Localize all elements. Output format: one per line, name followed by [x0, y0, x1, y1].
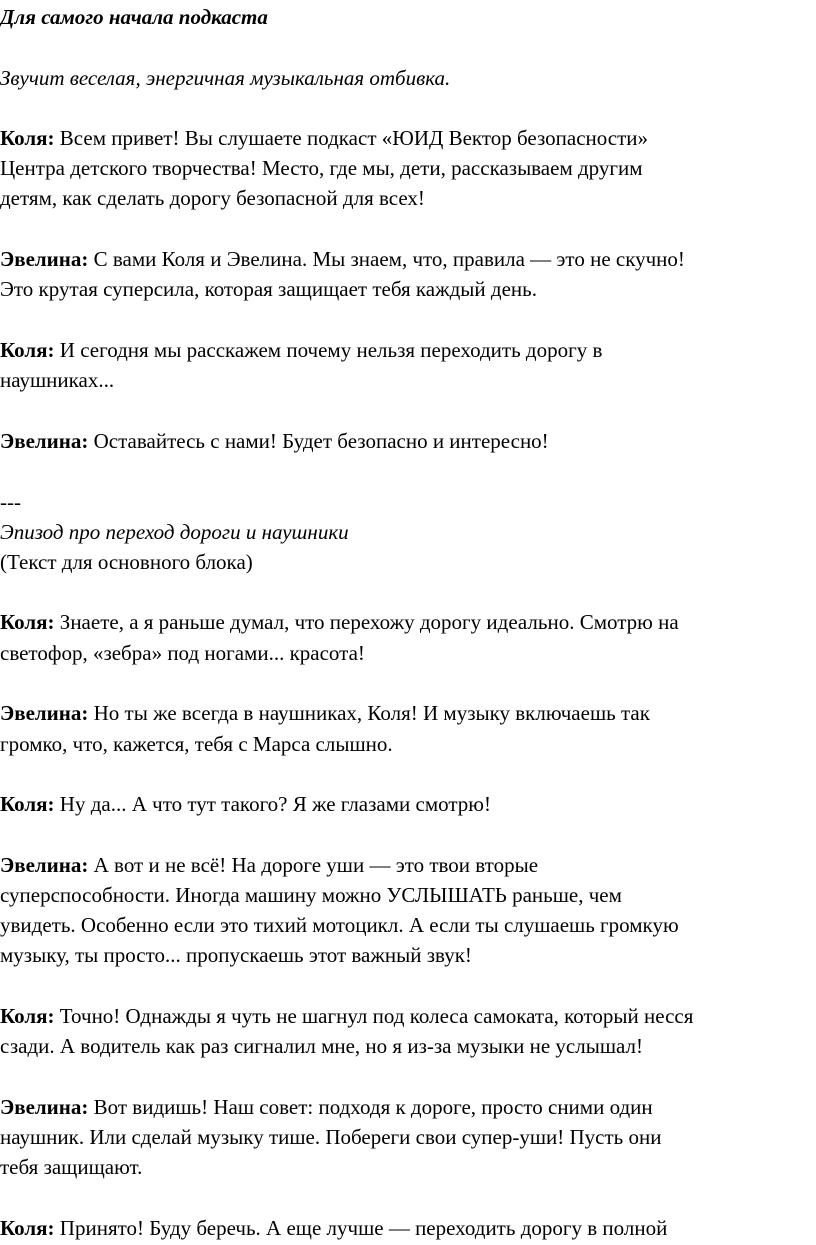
separator: --- — [0, 490, 21, 514]
speaker-name: Эвелина: — [0, 1095, 89, 1119]
dialogue-line — [0, 698, 650, 728]
dialogue-line: наушниках... — [0, 368, 115, 392]
speaker-name: Эвелина: — [0, 429, 89, 453]
dialogue-line — [0, 607, 679, 637]
speaker-name: Коля: — [0, 792, 55, 816]
dialogue-line: Центра детского творчества! Место, где мы, дети, рассказываем другим — [0, 156, 643, 180]
dialogue-line: суперспособности. Иногда машину можно УСЛЫШАТЬ раньше, чем — [0, 883, 622, 907]
dialogue-line: детям, как сделать дорогу безопасной для всех! — [0, 186, 425, 210]
episode-title: Эпизод про переход дороги и наушники — [0, 520, 349, 544]
heading: Для самого начала подкаста — [0, 5, 268, 29]
speaker-name: Коля: — [0, 1216, 55, 1240]
dialogue-line — [0, 426, 549, 456]
dialogue-line: тебя защищают. — [0, 1155, 143, 1179]
speaker-name: Эвелина: — [0, 247, 89, 271]
dialogue-line — [0, 335, 602, 365]
speech-text: Ну да... А что тут такого? Я же глазами смотрю! — [59, 792, 491, 816]
intro-note: Звучит веселая, энергичная музыкальная отбивка. — [0, 66, 451, 90]
speech-text: Точно! Однажды я чуть не шагнул под колеса самоката, который несся — [59, 1004, 694, 1028]
dialogue-line — [0, 123, 648, 153]
speaker-name: Коля: — [0, 1004, 55, 1028]
dialogue-line — [0, 1001, 693, 1031]
speech-text: С вами Коля и Эвелина. Мы знаем, что, правила — это не скучно! — [93, 247, 685, 271]
speaker-name: Коля: — [0, 338, 55, 362]
dialogue-line — [0, 1213, 667, 1243]
speech-text: Вот видишь! Наш совет: подходя к дороге, просто сними один — [93, 1095, 653, 1119]
dialogue-line — [0, 789, 491, 819]
dialogue-line: музыку, ты просто... пропускаешь этот важный звук! — [0, 943, 472, 967]
speech-text: А вот и не всё! На дороге уши — это твои вторые — [93, 853, 539, 877]
speech-text: Принято! Буду беречь. А еще лучше — переходить дорогу в полной — [59, 1216, 668, 1240]
speaker-name: Коля: — [0, 610, 55, 634]
dialogue-line: увидеть. Особенно если это тихий мотоцикл. А если ты слушаешь громкую — [0, 913, 679, 937]
dialogue-line — [0, 1092, 653, 1122]
dialogue-line: наушник. Или сделай музыку тише. Побереги свои супер-уши! Пусть они — [0, 1125, 662, 1149]
speaker-name: Эвелина: — [0, 701, 89, 725]
speaker-name: Коля: — [0, 126, 55, 150]
dialogue-line — [0, 244, 685, 274]
speech-text: И сегодня мы расскажем почему нельзя переходить дорогу в — [59, 338, 603, 362]
speaker-name: Эвелина: — [0, 853, 89, 877]
speech-text: Оставайтесь с нами! Будет безопасно и интересно! — [93, 429, 549, 453]
dialogue-line — [0, 850, 538, 880]
dialogue-line: светофор, «зебра» под ногами... красота! — [0, 641, 365, 665]
episode-subtitle: (Текст для основного блока) — [0, 550, 253, 574]
dialogue-line: Это крутая суперсила, которая защищает тебя каждый день. — [0, 277, 537, 301]
speech-text: Но ты же всегда в наушниках, Коля! И музыку включаешь так — [93, 701, 650, 725]
speech-text: Знаете, а я раньше думал, что перехожу дорогу идеально. Смотрю на — [59, 610, 679, 634]
speech-text: Всем привет! Вы слушаете подкаст «ЮИД Вектор безопасности» — [59, 126, 649, 150]
dialogue-line: громко, что, кажется, тебя с Марса слышно. — [0, 732, 393, 756]
dialogue-line: сзади. А водитель как раз сигналил мне, но я из-за музыки не услышал! — [0, 1034, 643, 1058]
